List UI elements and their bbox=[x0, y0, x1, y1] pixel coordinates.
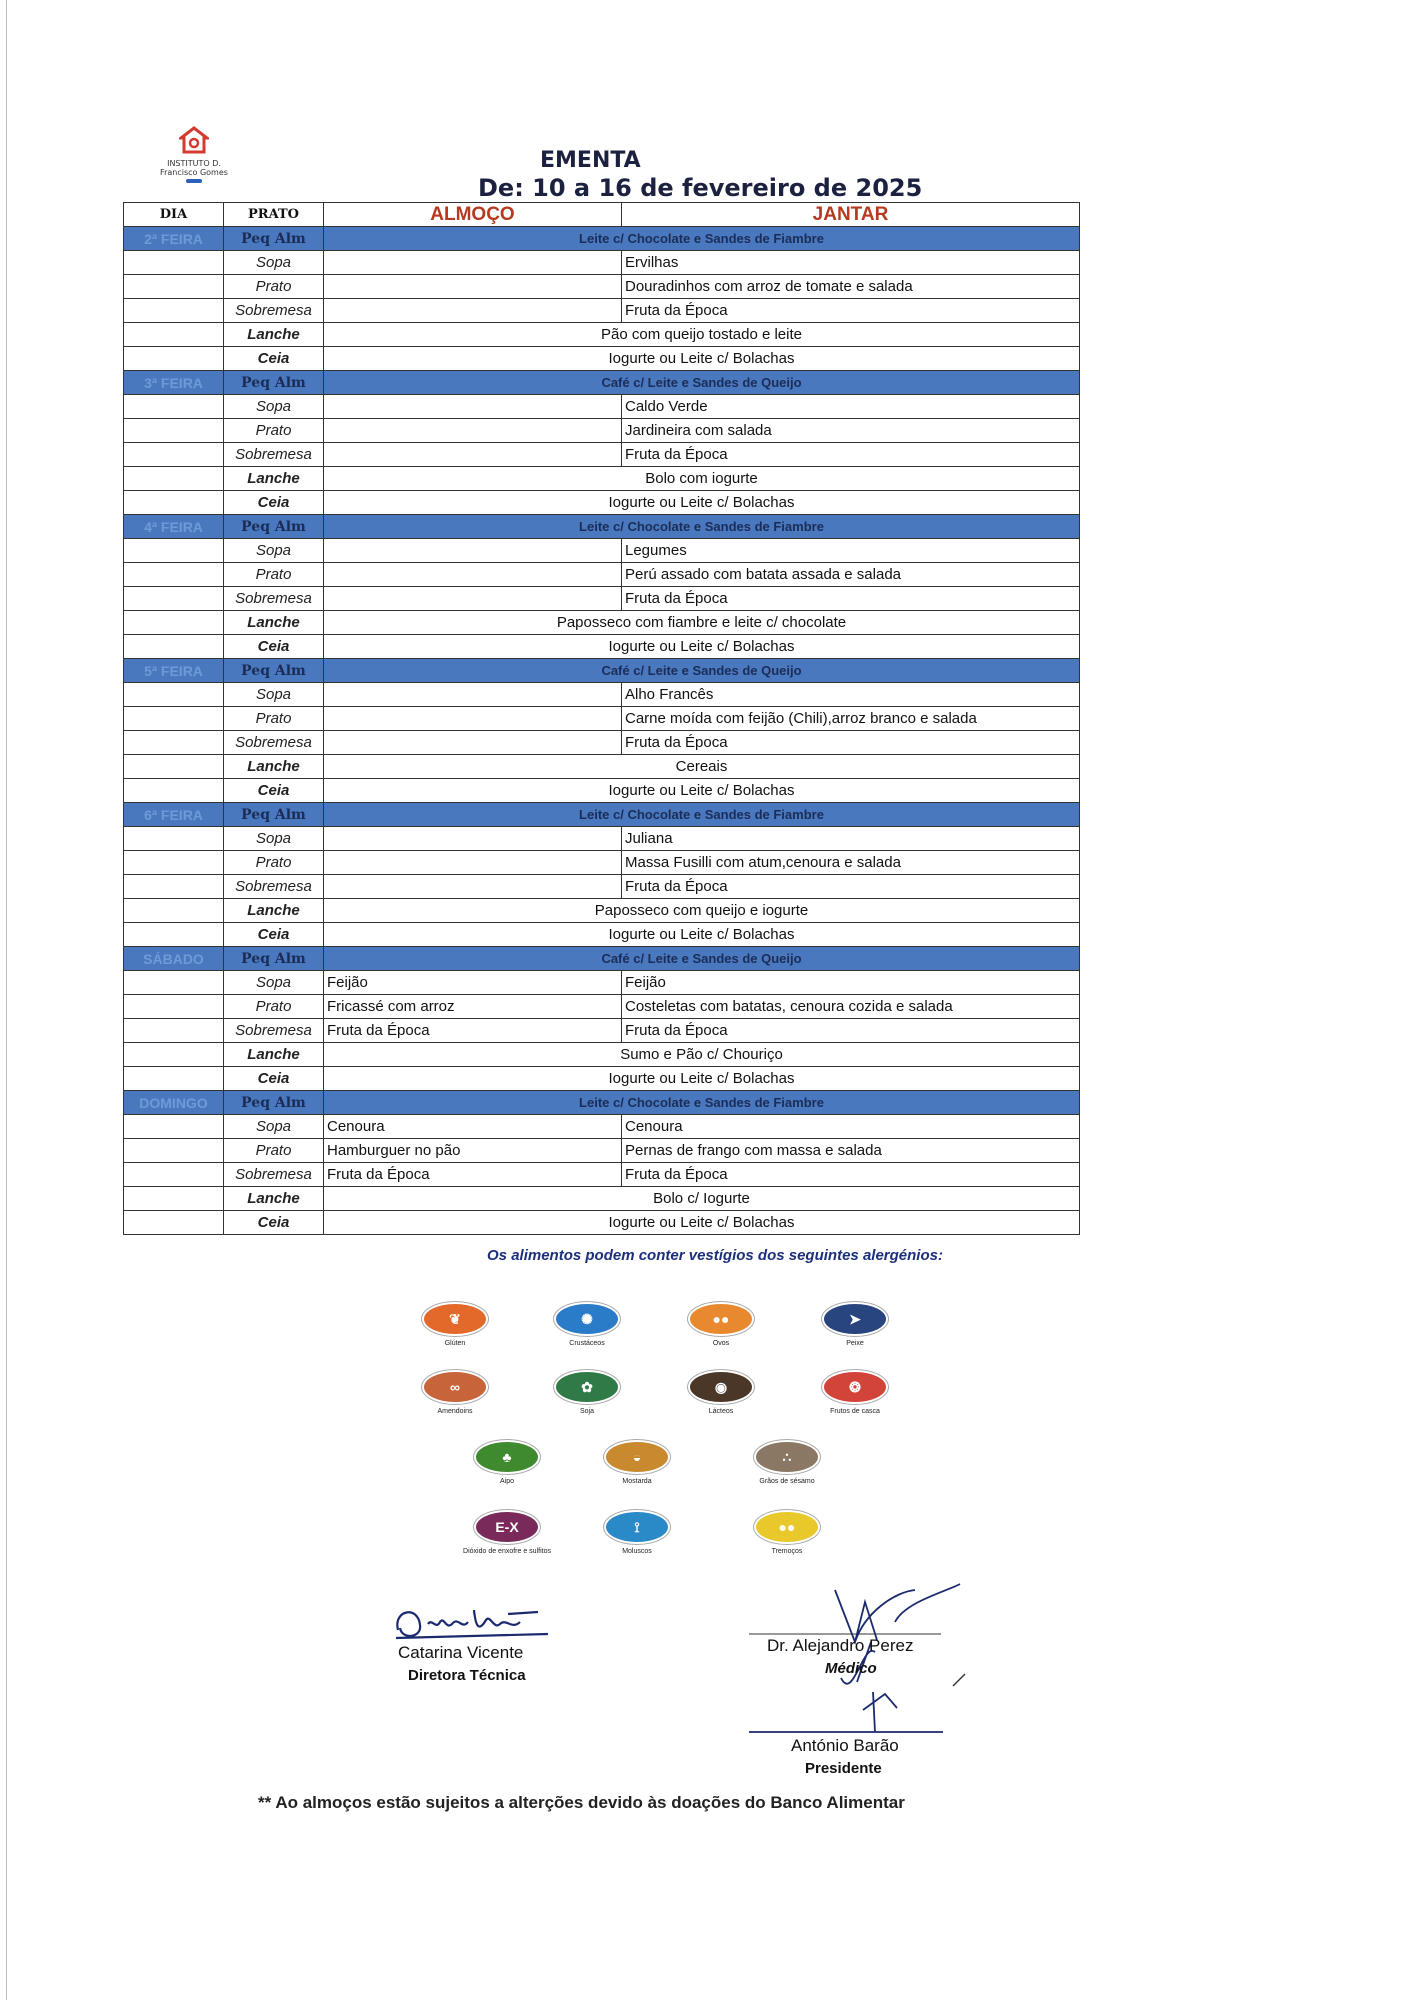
sopa-jantar: Cenoura bbox=[622, 1115, 1080, 1139]
day-spacer bbox=[124, 251, 224, 275]
page-subtitle: De: 10 a 16 de fevereiro de 2025 bbox=[478, 174, 923, 202]
sopa-jantar: Alho Francês bbox=[622, 683, 1080, 707]
meal-label-sobremesa: Sobremesa bbox=[224, 443, 324, 467]
prato-jantar: Pernas de frango com massa e salada bbox=[622, 1139, 1080, 1163]
meal-label-sopa: Sopa bbox=[224, 1115, 324, 1139]
meal-row-sopa bbox=[124, 539, 1080, 563]
allergen-label: Grãos de sésamo bbox=[759, 1478, 815, 1485]
day-spacer bbox=[124, 1163, 224, 1187]
breakfast-value: Café c/ Leite e Sandes de Queijo bbox=[324, 371, 1080, 395]
meal-label-lanche: Lanche bbox=[224, 1187, 324, 1211]
day-label: 5ª FEIRA bbox=[124, 659, 224, 683]
meal-row-ceia bbox=[124, 347, 1080, 371]
day-spacer bbox=[124, 1067, 224, 1091]
meal-label-ceia: Ceia bbox=[224, 635, 324, 659]
wheat-icon: ❦ bbox=[422, 1302, 488, 1336]
allergen-item bbox=[577, 1440, 697, 1486]
meal-label-pequeno: Peq Alm bbox=[224, 803, 324, 827]
allergen-label: Aipo bbox=[499, 1478, 514, 1485]
meal-row-sopa bbox=[124, 827, 1080, 851]
day-spacer bbox=[124, 875, 224, 899]
meal-row-sopa bbox=[124, 683, 1080, 707]
allergen-label: Crustáceos bbox=[569, 1340, 605, 1347]
day-label: 4ª FEIRA bbox=[124, 515, 224, 539]
meal-label-lanche: Lanche bbox=[224, 1043, 324, 1067]
meal-row-lanche bbox=[124, 1187, 1080, 1211]
header-prato: PRATO bbox=[224, 203, 324, 227]
meal-label-prato: Prato bbox=[224, 851, 324, 875]
signer-right1-name: Dr. Alejandro Perez bbox=[767, 1636, 914, 1655]
meal-row-lanche bbox=[124, 899, 1080, 923]
sopa-jantar: Caldo Verde bbox=[622, 395, 1080, 419]
day-spacer bbox=[124, 443, 224, 467]
ceia-value: Iogurte ou Leite c/ Bolachas bbox=[324, 1067, 1080, 1091]
ceia-value: Iogurte ou Leite c/ Bolachas bbox=[324, 779, 1080, 803]
prato-almoco bbox=[324, 563, 622, 587]
sobremesa-almoco bbox=[324, 443, 622, 467]
meal-row-ceia bbox=[124, 1067, 1080, 1091]
day-spacer bbox=[124, 419, 224, 443]
meal-label-ceia: Ceia bbox=[224, 1211, 324, 1235]
signature-left bbox=[388, 1600, 568, 1684]
day-band-row bbox=[124, 947, 1080, 971]
meal-label-pequeno: Peq Alm bbox=[224, 371, 324, 395]
meal-row-sobremesa bbox=[124, 1019, 1080, 1043]
sopa-jantar: Ervilhas bbox=[622, 251, 1080, 275]
celery-icon: ♣ bbox=[474, 1440, 540, 1474]
meal-label-lanche: Lanche bbox=[224, 899, 324, 923]
prato-jantar: Perú assado com batata assada e salada bbox=[622, 563, 1080, 587]
signer-right1-role: Médico bbox=[825, 1660, 877, 1677]
sobremesa-jantar: Fruta da Época bbox=[622, 299, 1080, 323]
prato-almoco bbox=[324, 851, 622, 875]
sopa-almoco bbox=[324, 395, 622, 419]
table-header-row bbox=[124, 203, 1080, 227]
breakfast-value: Leite c/ Chocolate e Sandes de Fiambre bbox=[324, 1091, 1080, 1115]
lanche-value: Paposseco com queijo e iogurte bbox=[324, 899, 1080, 923]
allergen-item bbox=[527, 1370, 647, 1416]
sobremesa-almoco: Fruta da Época bbox=[324, 1019, 622, 1043]
allergen-item bbox=[395, 1302, 515, 1348]
allergen-label: Ovos bbox=[712, 1340, 730, 1347]
breakfast-value: Café c/ Leite e Sandes de Queijo bbox=[324, 947, 1080, 971]
prato-almoco: Hamburguer no pão bbox=[324, 1139, 622, 1163]
day-spacer bbox=[124, 1139, 224, 1163]
allergen-label: Glúten bbox=[444, 1340, 466, 1347]
allergen-label: Tremoços bbox=[771, 1548, 803, 1555]
allergen-label: Moluscos bbox=[622, 1548, 652, 1555]
meal-label-sobremesa: Sobremesa bbox=[224, 587, 324, 611]
day-band-row bbox=[124, 1091, 1080, 1115]
sobremesa-almoco: Fruta da Época bbox=[324, 1163, 622, 1187]
signer-left-name: Catarina Vicente bbox=[398, 1643, 524, 1662]
day-band-row bbox=[124, 803, 1080, 827]
meal-row-prato bbox=[124, 419, 1080, 443]
allergen-label: Lácteos bbox=[708, 1408, 734, 1415]
meal-label-lanche: Lanche bbox=[224, 611, 324, 635]
meal-row-ceia bbox=[124, 491, 1080, 515]
meal-label-sopa: Sopa bbox=[224, 971, 324, 995]
prato-almoco: Fricassé com arroz bbox=[324, 995, 622, 1019]
day-spacer bbox=[124, 323, 224, 347]
meal-label-sobremesa: Sobremesa bbox=[224, 299, 324, 323]
ceia-value: Iogurte ou Leite c/ Bolachas bbox=[324, 923, 1080, 947]
ceia-value: Iogurte ou Leite c/ Bolachas bbox=[324, 635, 1080, 659]
sobremesa-jantar: Fruta da Época bbox=[622, 587, 1080, 611]
lupin-icon: ●● bbox=[754, 1510, 820, 1544]
ceia-value: Iogurte ou Leite c/ Bolachas bbox=[324, 347, 1080, 371]
soy-icon: ✿ bbox=[554, 1370, 620, 1404]
prato-jantar: Massa Fusilli com atum,cenoura e salada bbox=[622, 851, 1080, 875]
day-spacer bbox=[124, 635, 224, 659]
day-spacer bbox=[124, 971, 224, 995]
day-spacer bbox=[124, 1043, 224, 1067]
sobremesa-almoco bbox=[324, 875, 622, 899]
day-spacer bbox=[124, 851, 224, 875]
meal-row-lanche bbox=[124, 1043, 1080, 1067]
prato-jantar: Douradinhos com arroz de tomate e salada bbox=[622, 275, 1080, 299]
sobremesa-almoco bbox=[324, 299, 622, 323]
signer-right2-role: Presidente bbox=[805, 1760, 882, 1777]
nut-icon: ❂ bbox=[822, 1370, 888, 1404]
peanut-icon: ∞ bbox=[422, 1370, 488, 1404]
day-spacer bbox=[124, 587, 224, 611]
day-spacer bbox=[124, 299, 224, 323]
meal-label-sopa: Sopa bbox=[224, 251, 324, 275]
allergen-label: Dióxido de enxofre e sulfitos bbox=[463, 1548, 551, 1555]
meal-label-ceia: Ceia bbox=[224, 347, 324, 371]
day-spacer bbox=[124, 275, 224, 299]
day-label: SÁBADO bbox=[124, 947, 224, 971]
meal-row-sobremesa bbox=[124, 1163, 1080, 1187]
meal-label-ceia: Ceia bbox=[224, 923, 324, 947]
meal-label-ceia: Ceia bbox=[224, 491, 324, 515]
sobremesa-jantar: Fruta da Época bbox=[622, 875, 1080, 899]
logo-accent bbox=[186, 179, 202, 183]
breakfast-value: Leite c/ Chocolate e Sandes de Fiambre bbox=[324, 227, 1080, 251]
day-spacer bbox=[124, 563, 224, 587]
sobremesa-jantar: Fruta da Época bbox=[622, 731, 1080, 755]
day-spacer bbox=[124, 779, 224, 803]
sobremesa-jantar: Fruta da Época bbox=[622, 1019, 1080, 1043]
sobremesa-almoco bbox=[324, 587, 622, 611]
allergen-item bbox=[727, 1440, 847, 1486]
breakfast-value: Leite c/ Chocolate e Sandes de Fiambre bbox=[324, 515, 1080, 539]
meal-label-prato: Prato bbox=[224, 707, 324, 731]
day-band-row bbox=[124, 515, 1080, 539]
meal-label-prato: Prato bbox=[224, 275, 324, 299]
meal-row-prato bbox=[124, 851, 1080, 875]
header-almoco: ALMOÇO bbox=[324, 203, 622, 227]
signer-right2-name: António Barão bbox=[791, 1736, 899, 1755]
sopa-almoco: Cenoura bbox=[324, 1115, 622, 1139]
meal-row-sobremesa bbox=[124, 443, 1080, 467]
sobremesa-almoco bbox=[324, 731, 622, 755]
handwritten-signature-icon bbox=[388, 1600, 568, 1644]
allergen-item bbox=[447, 1440, 567, 1486]
day-spacer bbox=[124, 899, 224, 923]
meal-label-sobremesa: Sobremesa bbox=[224, 875, 324, 899]
day-spacer bbox=[124, 395, 224, 419]
meal-label-lanche: Lanche bbox=[224, 755, 324, 779]
milk-icon: ◉ bbox=[688, 1370, 754, 1404]
sopa-almoco bbox=[324, 683, 622, 707]
day-label: 2ª FEIRA bbox=[124, 227, 224, 251]
meal-row-ceia bbox=[124, 635, 1080, 659]
meal-label-ceia: Ceia bbox=[224, 1067, 324, 1091]
meal-row-sobremesa bbox=[124, 587, 1080, 611]
sopa-almoco bbox=[324, 539, 622, 563]
mustard-icon: ◒ bbox=[604, 1440, 670, 1474]
day-spacer bbox=[124, 1187, 224, 1211]
day-label: 6ª FEIRA bbox=[124, 803, 224, 827]
day-spacer bbox=[124, 707, 224, 731]
day-spacer bbox=[124, 467, 224, 491]
day-spacer bbox=[124, 539, 224, 563]
fish-icon: ➤ bbox=[822, 1302, 888, 1336]
meal-row-lanche bbox=[124, 323, 1080, 347]
meal-label-prato: Prato bbox=[224, 419, 324, 443]
institution-logo bbox=[158, 126, 230, 183]
prato-jantar: Costeletas com batatas, cenoura cozida e salada bbox=[622, 995, 1080, 1019]
prato-almoco bbox=[324, 419, 622, 443]
meal-label-prato: Prato bbox=[224, 995, 324, 1019]
allergen-item bbox=[727, 1510, 847, 1556]
meal-row-ceia bbox=[124, 779, 1080, 803]
lanche-value: Pão com queijo tostado e leite bbox=[324, 323, 1080, 347]
lanche-value: Bolo c/ Iogurte bbox=[324, 1187, 1080, 1211]
meal-label-prato: Prato bbox=[224, 1139, 324, 1163]
day-spacer bbox=[124, 1019, 224, 1043]
day-spacer bbox=[124, 1115, 224, 1139]
meal-label-sobremesa: Sobremesa bbox=[224, 1163, 324, 1187]
page-title: EMENTA bbox=[540, 148, 641, 173]
sopa-jantar: Legumes bbox=[622, 539, 1080, 563]
meal-row-sopa bbox=[124, 251, 1080, 275]
ceia-value: Iogurte ou Leite c/ Bolachas bbox=[324, 491, 1080, 515]
sulphite-icon: E-X bbox=[474, 1510, 540, 1544]
breakfast-value: Café c/ Leite e Sandes de Queijo bbox=[324, 659, 1080, 683]
meal-label-pequeno: Peq Alm bbox=[224, 1091, 324, 1115]
allergen-item bbox=[795, 1302, 915, 1348]
footer-note: ** Ao almoços estão sujeitos a alterções devido às doações do Banco Alimentar bbox=[258, 1793, 905, 1812]
header-dia: DIA bbox=[124, 203, 224, 227]
meal-label-sopa: Sopa bbox=[224, 683, 324, 707]
shell-icon: ⟟ bbox=[604, 1510, 670, 1544]
prato-jantar: Jardineira com salada bbox=[622, 419, 1080, 443]
day-label: 3ª FEIRA bbox=[124, 371, 224, 395]
meal-label-pequeno: Peq Alm bbox=[224, 659, 324, 683]
meal-label-sopa: Sopa bbox=[224, 539, 324, 563]
egg-icon: ●● bbox=[688, 1302, 754, 1336]
day-spacer bbox=[124, 995, 224, 1019]
allergen-item bbox=[395, 1370, 515, 1416]
crab-icon: ✺ bbox=[554, 1302, 620, 1336]
allergen-item bbox=[447, 1510, 567, 1556]
house-logo-icon bbox=[179, 126, 209, 154]
meal-row-prato bbox=[124, 995, 1080, 1019]
lanche-value: Cereais bbox=[324, 755, 1080, 779]
day-band-row bbox=[124, 371, 1080, 395]
lanche-value: Bolo com iogurte bbox=[324, 467, 1080, 491]
day-spacer bbox=[124, 923, 224, 947]
meal-row-lanche bbox=[124, 611, 1080, 635]
sopa-jantar: Juliana bbox=[622, 827, 1080, 851]
sesame-icon: ∴ bbox=[754, 1440, 820, 1474]
meal-label-pequeno: Peq Alm bbox=[224, 227, 324, 251]
day-spacer bbox=[124, 827, 224, 851]
sopa-almoco: Feijão bbox=[324, 971, 622, 995]
meal-label-prato: Prato bbox=[224, 563, 324, 587]
menu-table bbox=[123, 202, 1080, 1235]
sobremesa-jantar: Fruta da Época bbox=[622, 443, 1080, 467]
meal-row-sobremesa bbox=[124, 875, 1080, 899]
meal-row-lanche bbox=[124, 755, 1080, 779]
meal-label-sopa: Sopa bbox=[224, 395, 324, 419]
allergen-item bbox=[795, 1370, 915, 1416]
ceia-value: Iogurte ou Leite c/ Bolachas bbox=[324, 1211, 1080, 1235]
meal-row-ceia bbox=[124, 1211, 1080, 1235]
allergen-item bbox=[661, 1370, 781, 1416]
allergen-label: Amendoins bbox=[437, 1408, 473, 1415]
day-band-row bbox=[124, 659, 1080, 683]
meal-label-lanche: Lanche bbox=[224, 467, 324, 491]
meal-row-sobremesa bbox=[124, 299, 1080, 323]
sopa-almoco bbox=[324, 251, 622, 275]
sopa-almoco bbox=[324, 827, 622, 851]
meal-row-sopa bbox=[124, 971, 1080, 995]
page-edge-line bbox=[6, 0, 7, 2000]
day-spacer bbox=[124, 491, 224, 515]
allergen-label: Peixe bbox=[846, 1340, 864, 1347]
day-band-row bbox=[124, 227, 1080, 251]
meal-label-pequeno: Peq Alm bbox=[224, 515, 324, 539]
meal-row-lanche bbox=[124, 467, 1080, 491]
meal-label-sopa: Sopa bbox=[224, 827, 324, 851]
allergen-label: Soja bbox=[579, 1408, 594, 1415]
meal-row-sopa bbox=[124, 1115, 1080, 1139]
meal-row-prato bbox=[124, 275, 1080, 299]
breakfast-value: Leite c/ Chocolate e Sandes de Fiambre bbox=[324, 803, 1080, 827]
signer-left-role: Diretora Técnica bbox=[408, 1667, 526, 1684]
day-spacer bbox=[124, 683, 224, 707]
meal-row-prato bbox=[124, 563, 1080, 587]
meal-row-prato bbox=[124, 707, 1080, 731]
meal-row-sobremesa bbox=[124, 731, 1080, 755]
allergen-label: Mostarda bbox=[622, 1478, 652, 1485]
day-spacer bbox=[124, 347, 224, 371]
day-spacer bbox=[124, 731, 224, 755]
prato-almoco bbox=[324, 707, 622, 731]
institution-name: INSTITUTO D. Francisco Gomes bbox=[160, 159, 228, 177]
sopa-jantar: Feijão bbox=[622, 971, 1080, 995]
meal-row-prato bbox=[124, 1139, 1080, 1163]
lanche-value: Sumo e Pão c/ Chouriço bbox=[324, 1043, 1080, 1067]
day-spacer bbox=[124, 755, 224, 779]
meal-label-lanche: Lanche bbox=[224, 323, 324, 347]
meal-label-sobremesa: Sobremesa bbox=[224, 1019, 324, 1043]
day-label: DOMINGO bbox=[124, 1091, 224, 1115]
meal-row-sopa bbox=[124, 395, 1080, 419]
meal-label-pequeno: Peq Alm bbox=[224, 947, 324, 971]
day-spacer bbox=[124, 611, 224, 635]
allergens-title: Os alimentos podem conter vestígios dos seguintes alergénios: bbox=[487, 1247, 943, 1264]
allergen-item bbox=[661, 1302, 781, 1348]
lanche-value: Paposseco com fiambre e leite c/ chocolate bbox=[324, 611, 1080, 635]
prato-almoco bbox=[324, 275, 622, 299]
meal-row-ceia bbox=[124, 923, 1080, 947]
header-jantar: JANTAR bbox=[622, 203, 1080, 227]
prato-jantar: Carne moída com feijão (Chili),arroz branco e salada bbox=[622, 707, 1080, 731]
sobremesa-jantar: Fruta da Época bbox=[622, 1163, 1080, 1187]
allergen-item bbox=[527, 1302, 647, 1348]
allergen-label: Frutos de casca bbox=[830, 1408, 880, 1415]
meal-label-ceia: Ceia bbox=[224, 779, 324, 803]
day-spacer bbox=[124, 1211, 224, 1235]
meal-label-sobremesa: Sobremesa bbox=[224, 731, 324, 755]
allergen-item bbox=[577, 1510, 697, 1556]
